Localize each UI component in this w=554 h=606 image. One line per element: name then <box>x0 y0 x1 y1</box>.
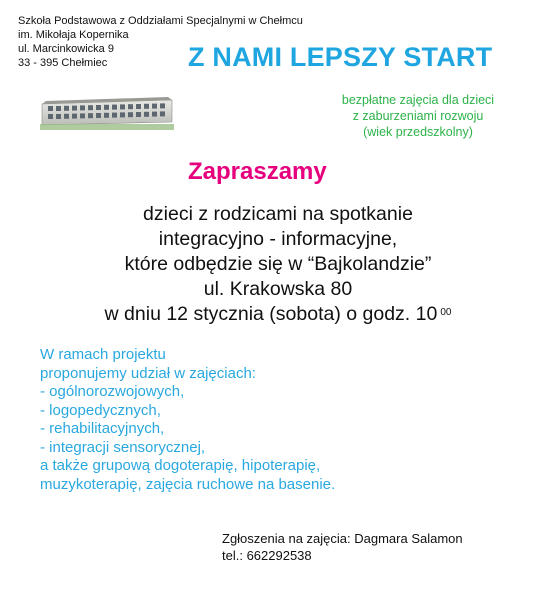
invitation-heading: Zapraszamy <box>188 158 327 185</box>
project-line: proponujemy udział w zajęciach: <box>40 364 256 382</box>
project-list-item: - rehabilitacyjnych, <box>40 420 165 437</box>
project-list-item: - integracji sensorycznej, <box>40 438 206 456</box>
subtitle-line: z zaburzeniami rozwoju <box>352 109 484 123</box>
subtitle-line: (wiek przedszkolny) <box>363 125 473 139</box>
school-building-image <box>40 92 174 130</box>
event-line: ul. Krakowska 80 <box>203 278 353 300</box>
project-line: a także grupową dogoterapię, hipoterapię, <box>40 457 321 474</box>
event-details <box>40 202 516 327</box>
event-line: dzieci z rodzicami na spotkanie <box>143 203 413 225</box>
event-time-minutes: 00 <box>440 307 452 318</box>
project-list-item: - ogólnorozwojowych, <box>40 383 185 400</box>
event-line: integracyjno - informacyjne, <box>158 228 398 250</box>
project-line: W ramach projektu <box>40 346 166 363</box>
project-line: muzykoterapię, zajęcia ruchowe na basenie. <box>40 475 336 493</box>
contact-info <box>222 530 463 564</box>
project-list-item: - logopedycznych, <box>40 401 161 419</box>
contact-phone: tel.: 662292538 <box>222 548 312 563</box>
event-date-line <box>40 302 516 327</box>
poster-subtitle <box>318 92 518 140</box>
school-street: ul. Marcinkowicka 9 <box>18 43 114 55</box>
event-date: w dniu 12 stycznia (sobota) o godz. 10 <box>104 303 438 325</box>
school-postcode: 33 - 395 Chełmiec <box>18 57 108 69</box>
subtitle-line: bezpłatne zajęcia dla dzieci <box>341 93 495 107</box>
event-line: które odbędzie się w “Bajkolandzie” <box>124 253 432 275</box>
poster-title: Z NAMI LEPSZY START <box>188 42 493 72</box>
contact-person: Zgłoszenia na zajęcia: Dagmara Salamon <box>222 531 463 546</box>
school-patron: im. Mikołaja Kopernika <box>18 29 129 41</box>
school-name: Szkoła Podstawowa z Oddziałami Specjalnymi w Chełmcu <box>18 15 303 27</box>
project-description <box>40 346 335 494</box>
